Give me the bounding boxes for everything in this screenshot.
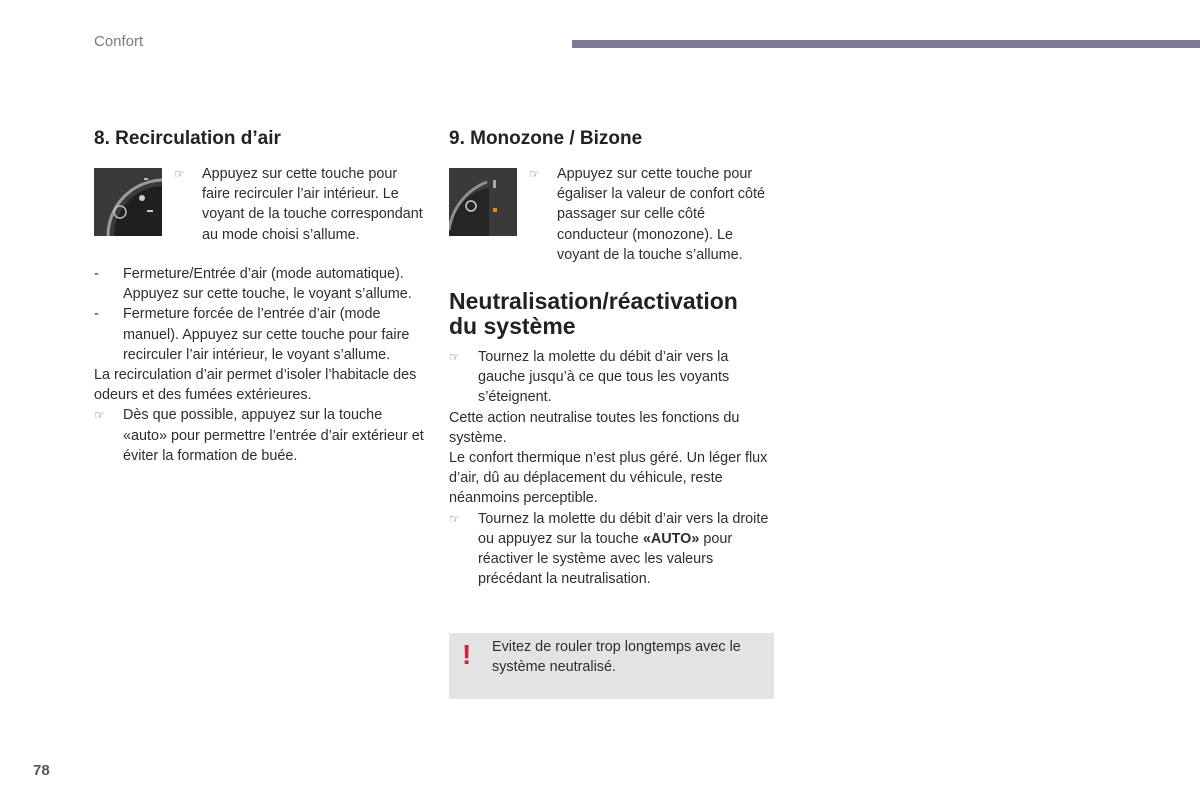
left-column <box>94 126 424 466</box>
pointing-hand-icon: ☞ <box>449 350 460 365</box>
recirculation-button-photo <box>94 168 162 236</box>
exclamation-icon: ! <box>462 639 472 670</box>
running-head: Confort <box>94 33 144 50</box>
section-title-recirculation: 8. Recirculation d’air <box>94 128 281 149</box>
pointing-hand-icon: ☞ <box>94 408 105 423</box>
monozone-row <box>449 164 779 265</box>
section-title-neutralisation: Neutralisation/réactivation du système <box>449 288 738 340</box>
page-number: 78 <box>33 762 50 779</box>
paragraph: La recirculation d’air permet d’isoler l’habitacle des odeurs et des fumées extérieures. <box>94 367 417 404</box>
pointing-hand-icon: ☞ <box>529 167 540 181</box>
tip-item: ☞ Dès que possible, appuyez sur la touche «auto» pour permettre l’entrée d’air extérieur et éviter la formation de buée. <box>94 407 424 464</box>
monozone-button-photo <box>449 168 517 236</box>
tip-item: ☞ Tournez la molette du débit d’air vers la gauche jusqu’à ce que tous les voyants s’éteignent. <box>449 349 730 406</box>
pointing-hand-icon: ☞ <box>174 167 185 181</box>
paragraph: Le confort thermique n’est plus géré. Un léger flux d’air, dû au déplacement du véhicule, reste néanmoins perceptible. <box>449 450 768 507</box>
warning-text: Evitez de rouler trop longtemps avec le système neutralisé. <box>492 639 741 676</box>
header-bar <box>572 40 1200 48</box>
pointing-hand-icon: ☞ <box>449 511 460 526</box>
list-item: - Fermeture/Entrée d’air (mode automatique). Appuyez sur cette touche, le voyant s’allume. <box>94 266 412 303</box>
tip-item: ☞ Tournez la molette du débit d’air vers la droite ou appuyez sur la touche «AUTO» pour réactiver le système avec les valeurs précédant la neutralisation. <box>449 510 769 588</box>
section-title-monozone: 9. Monozone / Bizone <box>449 128 643 149</box>
paragraph: Cette action neutralise toutes les fonctions du système. <box>449 409 740 446</box>
recirculation-row <box>94 164 424 264</box>
right-column <box>449 126 779 589</box>
recirculation-instruction: ☞ Appuyez sur cette touche pour faire recirculer l’air intérieur. Le voyant de la touche correspondant au mode choisi s’allume. <box>174 166 423 243</box>
list-item: - Fermeture forcée de l’entrée d’air (mode manuel). Appuyez sur cette touche pour faire recirculer l’air intérieur, le voyant s’allume. <box>94 306 410 363</box>
auto-key-label: «AUTO» <box>642 530 700 547</box>
warning-box <box>449 633 774 699</box>
monozone-instruction: ☞ Appuyez sur cette touche pour égaliser la valeur de confort côté passager sur celle côté conducteur (monozone). Le voyant de la touche s’allume. <box>529 166 765 263</box>
